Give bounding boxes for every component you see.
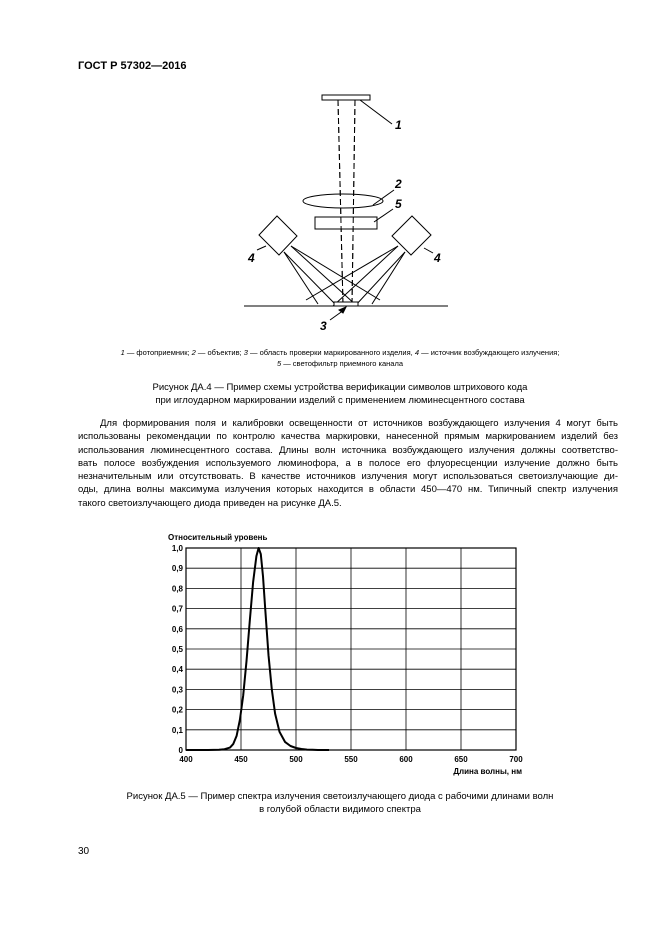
caption-line: в голубой области видимого спектра	[259, 804, 421, 815]
page-number: 30	[78, 846, 90, 857]
paragraph-line: вать полосе возбуждения используемого люминофора, а в полосе его флуоресценции излучение должно быть	[78, 457, 618, 469]
device-schematic	[230, 88, 460, 338]
paragraph-line: Для формирования поля и калибровки освещенности от источников возбуждающего излучения 4 могут быть	[100, 418, 618, 429]
label-4-right: 4	[434, 251, 441, 265]
caption-line: Рисунок ДА.4 — Пример схемы устройства верификации символов штрихового кода	[152, 382, 528, 393]
document-header: ГОСТ Р 57302—2016	[78, 60, 187, 72]
chart-ticks	[172, 544, 523, 764]
figure4-legend	[60, 347, 620, 369]
x-tick-label: 650	[454, 755, 468, 764]
x-tick-label: 700	[509, 755, 523, 764]
y-tick-label: 0,9	[171, 564, 183, 574]
filter	[315, 217, 377, 229]
y-tick-label: 0,8	[171, 584, 183, 594]
label-3: 3	[320, 319, 327, 333]
paragraph-line: оды, длина волны максимума излучения которых находится в области 450—470 нм. Типичный спектр излучения	[78, 484, 618, 496]
label-4-left: 4	[248, 251, 255, 265]
x-tick-label: 400	[179, 755, 193, 764]
y-tick-label: 0,3	[171, 685, 183, 695]
y-tick-label: 1,0	[171, 544, 183, 553]
spectrum-chart	[160, 530, 540, 780]
legend-num: 2	[191, 348, 196, 357]
legend-text: — источник возбуждающего излучения;	[419, 348, 560, 357]
legend-num: 1	[120, 348, 125, 357]
y-tick-label: 0	[178, 746, 183, 755]
label-1: 1	[395, 118, 402, 132]
y-tick-label: 0,6	[171, 624, 183, 634]
y-axis-label: Относительный уровень	[168, 533, 268, 542]
paragraph-line: использованы рекомендации по контролю качества маркировки, нанесенной прямым маркированием изделий без	[78, 431, 618, 443]
x-axis-label: Длина волны, нм	[453, 767, 522, 776]
legend-text: — объектив;	[195, 348, 244, 357]
label-2: 2	[395, 177, 402, 191]
legend-text: — фотоприемник;	[124, 348, 192, 357]
x-tick-label: 450	[234, 755, 248, 764]
x-tick-label: 550	[344, 755, 358, 764]
paragraph-line: незначительным или отсутствовать. В качестве источников излучения могут использоваться светоизлучающие ди-	[78, 471, 618, 483]
photodetector	[322, 95, 370, 100]
figure4-caption	[60, 381, 620, 407]
caption-line: при иглоударном маркировании изделий с применением люминесцентного состава	[155, 395, 525, 406]
legend-text: — светофильтр приемного канала	[281, 359, 404, 368]
objective-lens	[303, 194, 383, 208]
y-tick-label: 0,7	[171, 604, 183, 614]
paragraph-line: такого светоизлучающего диода приведен на рисунке ДА.5.	[78, 497, 342, 509]
y-tick-label: 0,5	[171, 645, 183, 654]
legend-num: 3	[243, 348, 248, 357]
caption-line: Рисунок ДА.5 — Пример спектра излучения светоизлучающего диода с рабочими длинами волн	[126, 791, 554, 802]
x-tick-label: 600	[399, 755, 413, 764]
legend-text: — область проверки маркированного изделия,	[247, 348, 415, 357]
label-5: 5	[395, 197, 402, 211]
figure5-caption	[60, 790, 620, 816]
chart-grid	[186, 548, 516, 750]
body-paragraph	[78, 417, 618, 510]
y-tick-label: 0,1	[171, 725, 183, 735]
y-tick-label: 0,2	[171, 705, 183, 715]
paragraph-line: использования люминесцентного состава. Длины волн источника возбуждающего излучения должны соответство-	[78, 444, 618, 456]
legend-num: 4	[414, 348, 420, 357]
x-tick-label: 500	[289, 755, 303, 764]
y-tick-label: 0,4	[171, 665, 183, 675]
legend-num: 5	[276, 359, 282, 368]
inspection-area	[334, 302, 358, 306]
